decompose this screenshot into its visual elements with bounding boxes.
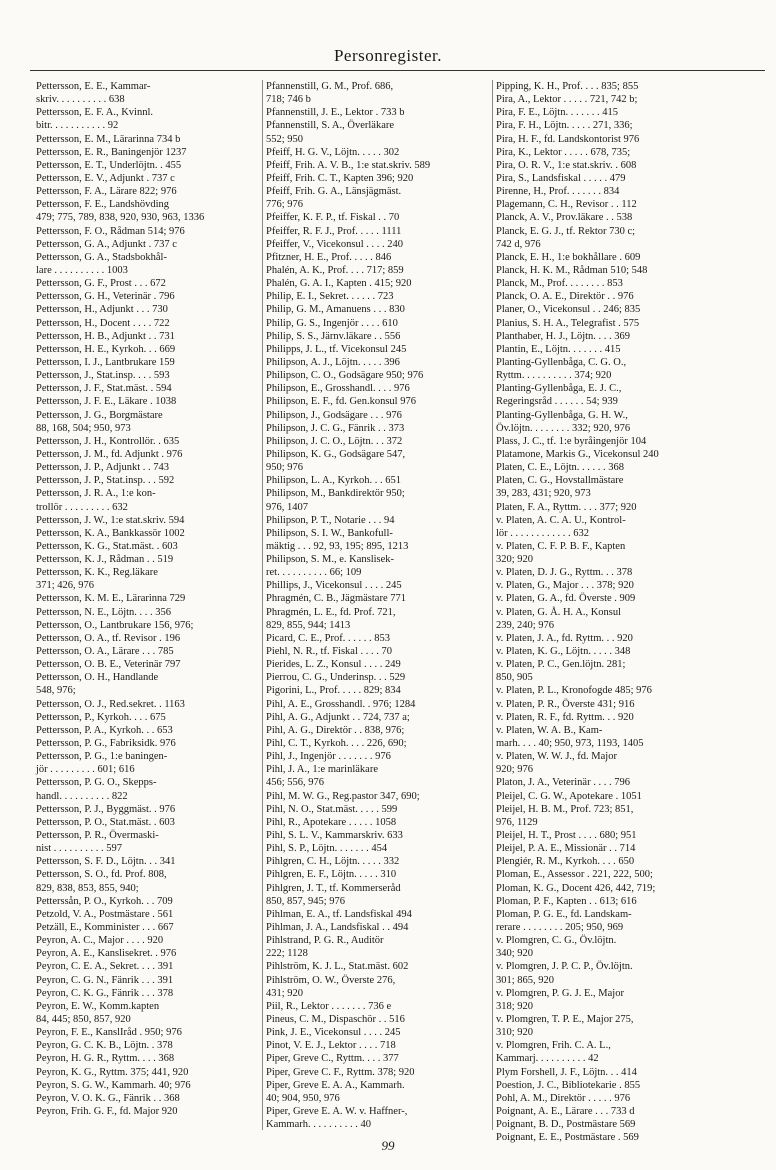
register-entry-line: Pettersson, P. G. O., Skepps- [36,777,157,789]
register-column-3 [492,80,742,1144]
register-entry-line: v. Plomgren, Frih. C. A. L., [496,1040,611,1052]
register-entry-line: 40; 904, 950, 976 [266,1092,340,1104]
register-entry-line: ret. . . . . . . . . . 66; 109 [266,567,362,579]
register-entry-line: Pettersson, O. A., Lärare . . . 785 [36,646,174,658]
register-entry-line: Pettersson, H. E., Kyrkoh. . . 669 [36,343,176,355]
register-entry-line: Philipson, J., Godsägare . . . 976 [266,409,402,421]
register-entry-line: 340; 920 [496,948,534,960]
register-entry-line: Platen, F. A., Ryttm. . . . 377; 920 [496,501,637,513]
register-entry-line: Pettersson, J. F. E., Läkare . 1038 [36,396,177,408]
register-entry-line: Philip, S. S., Järnv.läkare . . 556 [266,330,401,342]
register-entry-line: Pira, S., Landsfiskal . . . . . 479 [496,172,626,184]
register-entry-line: Pettersson, K. K., Reg.läkare [36,567,158,579]
register-entry-line: v. Platen, G., Major . . . 378; 920 [496,580,634,592]
register-entry-line: Piehl, N. R., tf. Fiskal . . . . 70 [266,646,393,658]
register-entry-line: Pettersson, J. G., Borgmästare [36,409,163,421]
header-rule [30,70,765,71]
register-entry-line: Planting-Gyllenbåga, G. H. W., [496,409,628,421]
register-entry-line: Pettersson, G. F., Prost . . . 672 [36,278,166,290]
register-entry-line: Platon, J. A., Veterinär . . . . 796 [496,777,630,789]
register-entry-line: Pira, F. E., Löjtn. . . . . . . 415 [496,107,618,119]
register-entry-line: Pettersson, H., Docent . . . . 722 [36,317,170,329]
register-entry-line: Pihl, S. P., Löjtn. . . . . . . 454 [266,843,388,855]
register-entry-line: Pettersson, F. E., Landshövding [36,199,170,211]
register-entry-line: Pettersson, O. J., Red.sekret. . 1163 [36,698,185,710]
register-entry-line: 950; 976 [266,462,304,474]
register-entry-line: Planck, O. A. E., Direktör . . 976 [496,291,634,303]
register-entry-line: 310; 920 [496,1027,534,1039]
register-entry-line: 371; 426, 976 [36,580,95,592]
register-entry-line: Pettersson, F. O., Rådman 514; 976 [36,225,185,237]
register-entry-line: 829, 855, 944; 1413 [266,619,351,631]
register-entry-line: Philipson, E., Grosshandl. . . . 976 [266,383,410,395]
register-entry-line: rerare . . . . . . . . 205; 950, 969 [496,922,624,933]
register-entry-line: Pipping, K. H., Prof. . . . 835; 855 [496,81,639,92]
register-entry-line: Pettersson, J. M., fd. Adjunkt . 976 [36,448,183,460]
register-entry-line: Pihlgren, C. H., Löjtn. . . . . 332 [266,856,400,868]
register-entry-line: Peyron, C. E. A., Sekret. . . . 391 [36,961,174,973]
register-entry-line: Pira, K., Lektor . . . . . 678, 735; [496,146,631,158]
register-entry-line: 976, 1407 [266,501,308,513]
register-entry-line: handl. . . . . . . . . . 822 [36,790,128,802]
register-entry-line: 718; 746 b [266,94,311,106]
register-entry-line: Pierides, L. Z., Konsul . . . . 249 [266,659,401,671]
register-entry-line: Philipps, J. L., tf. Vicekonsul 245 [266,343,407,355]
register-entry-line: Peyron, H. G. R., Ryttm. . . . 368 [36,1053,175,1065]
register-entry-line: 431; 920 [266,987,304,999]
register-entry-line: mäktig . . . 92, 93, 195; 895, 1213 [266,540,409,552]
register-entry-line: Pihl, A. G., Direktör . . 838, 976; [266,724,405,736]
register-entry-line: Pettersson, I. J., Lantbrukare 159 [36,356,175,368]
register-entry-line: Pettersson, K. M. E., Lärarinna 729 [36,593,186,605]
register-entry-line: Pihlman, J. A., Landsfiskal . . 494 [266,922,409,933]
register-entry-line: v. Platen, P. C., Gen.löjtn. 281; [496,659,626,671]
register-entry-line: Pettersson, O. A., tf. Revisor . 196 [36,632,181,644]
register-entry-line: Philipson, A. J., Löjtn. . . . . 396 [266,356,400,368]
register-entry-line: 776; 976 [266,199,304,211]
register-entry-line: v. Plomgren, T. P. E., Major 275, [496,1013,634,1025]
register-entry-line: Plengiér, R. M., Kyrkoh. . . . 650 [496,856,635,868]
register-entry-line: Peyron, Frih. G. F., fd. Major 920 [36,1105,178,1117]
register-entry-line: jör . . . . . . . . . 601; 616 [36,764,135,776]
register-entry-line: Planting-Gyllenbåga, C. G. O., [496,356,627,368]
register-entry-line: v. Platen, P. L., Kronofogde 485; 976 [496,685,652,697]
register-entry-line: Pettersson, J. W., 1:e stat.skriv. 594 [36,514,185,526]
register-entry-line: Phragmén, C. B., Jägmästare 771 [266,593,406,605]
register-entry-line: Petterssån, P. O., Kyrkoh. . . 709 [36,895,173,907]
register-entry-line: Piil, R., Lektor . . . . . . . 736 e [266,1000,392,1012]
register-entry-line: Piper, Greve C., Ryttm. . . . 377 [266,1053,399,1065]
register-entry-line: Peyron, K. G., Ryttm. 375; 441, 920 [36,1066,189,1078]
register-entry-line: Platen, C. G., Hovstallmästare [496,475,624,487]
register-entry-line: Pettersson, P. R., Övermaski- [36,830,159,842]
register-entry-line: Platamone, Markis G., Vicekonsul 240 [496,448,659,460]
register-entry-line: Planius, S. H. A., Telegrafist . 575 [496,317,640,329]
register-entry-line: Peyron, S. G. W., Kammarh. 40; 976 [36,1079,191,1091]
register-entry-line: Pira, F. H., Löjtn. . . . . 271, 336; [496,120,633,132]
register-entry-line: Peyron, C. G. N., Fänrik . . . 391 [36,974,174,986]
register-entry-line: Phalén, G. A. I., Kapten . 415; 920 [266,278,412,290]
register-entry-line: Pettersson, J. P., Stat.insp. . . 592 [36,475,175,487]
register-entry-line: Pettersson, P. A., Kyrkoh. . . 653 [36,724,173,736]
register-entry-line: Pihl, A. G., Adjunkt . . 724, 737 a; [266,711,410,723]
register-entry-line: Philipson, S. M., e. Kanslisek- [266,554,395,566]
register-entry-line: 548, 976; [36,685,76,697]
register-entry-line: Phillips, J., Vicekonsul . . . . 245 [266,580,402,592]
register-entry-line: Pettersson, E. F. A., Kvinnl. [36,107,153,119]
register-entry-line: Planck, H. K. M., Rådman 510; 548 [496,264,648,276]
register-entry-line: Pettersson, E. R., Baningenjör 1237 [36,146,187,158]
register-entry-line: Planck, E. H., 1:e bokhållare . 609 [496,251,641,263]
register-entry-line: Peyron, V. O. K. G., Fänrik . . 368 [36,1092,180,1104]
register-entry-line: Pettersson, J. H., Kontrollör. . 635 [36,435,180,447]
register-entry-line: Poestion, J. C., Bibliotekarie . 855 [496,1079,641,1091]
page-number: 99 [381,1138,395,1153]
register-entry-line: v. Platen, P. R., Överste 431; 916 [496,698,635,710]
register-entry-line: Pira, O. R. V., 1:e stat.skriv. . 608 [496,159,637,171]
register-entry-line: Picard, C. E., Prof. . . . . . 853 [266,632,390,644]
register-entry-line: Petzold, V. A., Postmästare . 561 [36,908,174,920]
register-entry-line: Pettersson, F. A., Lärare 822; 976 [36,186,177,198]
register-entry-line: Plym Forshell, J. F., Löjtn. . . 414 [496,1066,637,1078]
register-entry-line: Pettersson, G. H., Veterinär . 796 [36,291,175,303]
register-entry-line: Pettersson, J. F., Stat.mäst. . 594 [36,383,172,395]
register-entry-line: v. Platen, C. F. P. B. F., Kapten [496,540,626,552]
register-entry-line: Pfitzner, H. E., Prof. . . . . 846 [266,251,392,263]
register-entry-line: Öv.löjtn. . . . . . . . 332; 920, 976 [496,422,631,434]
register-entry-line: Pihlström, O. W., Överste 276, [266,974,396,986]
register-entry-line: Pfannenstill, G. M., Prof. 686, [266,81,394,92]
register-entry-line: Pfeiffer, R. F. J., Prof. . . . . 1111 [266,225,402,237]
register-entry-line: Peyron, F. E., KanslIråd . 950; 976 [36,1027,182,1039]
register-entry-line: Pihl, C. T., Kyrkoh. . . . 226, 690; [266,738,407,750]
register-entry-line: v. Platen, G. Å. H. A., Konsul [496,606,622,618]
register-entry-line: lör . . . . . . . . . . . . 632 [496,527,590,539]
register-entry-line: Planer, O., Vicekonsul . . 246; 835 [496,304,641,316]
register-entry-line: Philipson, J. C. G., Fänrik . . 373 [266,422,405,434]
register-entry-line: Philipson, J. C. O., Löjtn. . . 372 [266,435,403,447]
register-entry-line: Pihl, A. E., Grosshandl. . 976; 1284 [266,698,416,710]
register-entry-line: 39, 283, 431; 920, 973 [496,488,591,500]
register-entry-line: 88, 168, 504; 950, 973 [36,422,131,434]
register-entry-line: v. Plomgren, C. G., Öv.löjtn. [496,935,617,947]
register-entry-line: Pettersson, O. H., Handlande [36,672,159,684]
register-entry-line: Pirenne, H., Prof. . . . . . . 834 [496,186,620,198]
register-entry-line: Planck, M., Prof. . . . . . . . 853 [496,278,623,290]
register-entry-line: v. Platen, G. A., fd. Överste . 909 [496,593,636,605]
register-entry-line: Pihl, J., Ingenjör . . . . . . . 976 [266,751,391,763]
register-entry-line: bitr. . . . . . . . . . . 92 [36,120,119,132]
register-entry-line: Pettersson, K. J., Rådman . . 519 [36,554,174,566]
register-entry-line: Pettersson, P. G., 1:e baningen- [36,751,168,763]
register-entry-line: Pettersson, K. A., Bankkassör 1002 [36,527,185,539]
register-entry-line: 920; 976 [496,764,534,776]
register-entry-line: Peyron, A. C., Major . . . . 920 [36,935,164,947]
register-entry-line: Pihlstrand, P. G. R., Auditör [266,935,384,947]
register-entry-line: v. Platen, A. C. A. U., Kontrol- [496,514,626,526]
register-entry-line: Pettersson, H., Adjunkt . . . 730 [36,304,168,316]
register-entry-line: Pihl, S. L. V., Kammarskriv. 633 [266,830,403,842]
register-entry-line: Piper, Greve E. A. A., Kammarh. [266,1079,405,1091]
register-entry-line: Ploman, E., Assessor . 221, 222, 500; [496,869,653,881]
register-entry-line: Pihl, J. A., 1:e marinläkare [266,764,378,776]
register-entry-line: Pettersson, O., Lantbrukare 156, 976; [36,619,194,631]
register-entry-line: Peyron, G. C. K. B., Löjtn. . 378 [36,1040,173,1052]
register-entry-line: v. Platen, R. F., fd. Ryttm. . . 920 [496,711,634,723]
register-entry-line: Pleijel, C. G. W., Apotekare . 1051 [496,790,642,802]
register-entry-line: Ploman, P. G. E., fd. Landskam- [496,908,632,920]
register-entry-line: Philipson, S. I. W., Bankofull- [266,527,393,539]
register-entry-line: 829, 838, 853, 855, 940; [36,882,139,894]
register-entry-line: Pfeiffer, K. F. P., tf. Fiskal . . 70 [266,212,400,224]
register-entry-line: Peyron, A. E., Kanslisekret. . 976 [36,948,177,960]
register-entry-line: marh. . . . 40; 950, 973, 1193, 1405 [496,738,644,750]
register-entry-line: Pfannenstill, S. A., Överläkare [266,120,395,132]
register-entry-line: Pettersson, E. E., Kammar- [36,81,151,92]
register-entry-line: Regeringsråd . . . . . . 54; 939 [496,396,618,408]
register-entry-line: 850, 857, 945; 976 [266,895,346,907]
register-entry-line: Philipson, K. G., Godsägare 547, [266,448,406,460]
register-entry-line: Philip, E. I., Sekret. . . . . . 723 [266,291,394,303]
register-entry-line: trollör . . . . . . . . . 632 [36,501,128,513]
register-entry-line: Platen, C. E., Löjtn. . . . . . 368 [496,462,625,474]
register-entry-line: Pettersson, H. B., Adjunkt . . 731 [36,330,175,342]
register-entry-line: Ryttm. . . . . . . . . . 374; 920 [496,370,612,382]
register-entry-line: Pettersson, E. M., Lärarinna 734 b [36,133,181,145]
register-entry-line: Philipson, L. A., Kyrkoh. . . 651 [266,475,402,487]
register-entry-line: Pineus, C. M., Dispaschör . . 516 [266,1013,405,1025]
register-entry-line: Pihl, M. W. G., Reg.pastor 347, 690; [266,790,420,802]
register-column-1 [36,80,254,1130]
register-entry-line: 318; 920 [496,1000,534,1012]
register-entry-line: Pinot, V. E. J., Lektor . . . . 718 [266,1040,396,1052]
register-entry-line: Poignant, B. D., Postmästare 569 [496,1119,636,1131]
register-entry-line: lare . . . . . . . . . . 1003 [36,264,128,276]
register-entry-line: 84, 445; 850, 857, 920 [36,1013,131,1025]
register-entry-line: Plantin, E., Löjtn. . . . . . . 415 [496,343,621,355]
register-entry-line: Planting-Gyllenbåga, E. J. C., [496,383,622,395]
register-entry-line: Pihlgren, E. F., Löjtn. . . . . 310 [266,869,397,881]
register-entry-line: Pettersson, J. P., Adjunkt . . 743 [36,462,170,474]
register-entry-line: Philipson, P. T., Notarie . . . 94 [266,514,395,526]
register-entry-line: 976, 1129 [496,816,538,828]
register-entry-line: Pettersson, S. F. D., Löjtn. . . 341 [36,856,176,868]
register-entry-line: Pihl, N. O., Stat.mäst. . . . . 599 [266,803,398,815]
register-entry-line: Pfeiff, Frih. G. A., Länsjägmäst. [266,186,402,198]
register-column-2 [262,80,486,1130]
register-entry-line: Pfannenstill, J. E., Lektor . 733 b [266,107,405,119]
register-entry-line: Pira, A., Lektor . . . . . 721, 742 b; [496,94,638,106]
register-entry-line: v. Plomgren, P. G. J. E., Major [496,987,624,999]
register-entry-line: v. Plomgren, J. P. C. P., Öv.löjtn. [496,961,633,973]
register-entry-line: v. Platen, W. W. J., fd. Major [496,751,617,763]
register-entry-line: nist . . . . . . . . . . 597 [36,843,123,855]
register-entry-line: 456; 556, 976 [266,777,325,789]
register-entry-line: Pettersson, P. G., Fabriksidk. 976 [36,738,176,750]
register-entry-line: Pigorini, L., Prof. . . . . 829; 834 [266,685,401,697]
register-entry-line: Poignant, E. E., Postmästare . 569 [496,1132,639,1144]
register-entry-line: 742 d, 976 [496,238,541,250]
register-entry-line: Pettersson, J. R. A., 1:e kon- [36,488,156,500]
register-entry-line: Pleijel, P. A. E., Missionär . . 714 [496,843,636,855]
register-entry-line: Peyron, E. W., Komm.kapten [36,1000,160,1012]
register-entry-line: Pink, J. E., Vicekonsul . . . . 245 [266,1027,401,1039]
register-entry-line: Pettersson, E. T., Underlöjtn. . 455 [36,159,182,171]
register-entry-line: skriv. . . . . . . . . . 638 [36,94,125,106]
register-entry-line: Pfeiff, Frih. A. V. B., 1:e stat.skriv. 589 [266,159,431,171]
register-entry-line: 320; 920 [496,554,534,566]
register-entry-line: Pettersson, K. G., Stat.mäst. . 603 [36,540,178,552]
register-entry-line: Pettersson, O. B. E., Veterinär 797 [36,659,181,671]
register-entry-line: Pohl, A. M., Direktör . . . . . 976 [496,1092,631,1104]
register-entry-line: Pihl, R., Apotekare . . . . . 1058 [266,816,397,828]
register-entry-line: Pettersson, P. J., Byggmäst. . 976 [36,803,176,815]
register-entry-line: Philip, G. S., Ingenjör . . . . 610 [266,317,398,329]
register-entry-line: Pettersson, G. A., Adjunkt . 737 c [36,238,177,250]
register-entry-line: Pira, H. F., fd. Landskontorist 976 [496,133,640,145]
register-entry-line: Pihlman, E. A., tf. Landsfiskal 494 [266,908,412,920]
register-entry-line: Ploman, K. G., Docent 426, 442, 719; [496,882,656,894]
register-entry-line: 222; 1128 [266,948,308,960]
register-entry-line: 479; 775, 789, 838, 920, 930, 963, 1336 [36,212,205,224]
register-entry-line: Pettersson, S. O., fd. Prof. 808, [36,869,167,881]
register-entry-line: Petzäll, E., Komminister . . . 667 [36,922,174,933]
register-entry-line: Poignant, A. E., Lärare . . . 733 d [496,1105,635,1117]
page-title: Personregister. [333,46,443,65]
register-entry-line: v. Platen, J. A., fd. Ryttm. . . 920 [496,632,633,644]
register-entry-line: Pfeiff, H. G. V., Löjtn. . . . . 302 [266,146,400,158]
register-entry-line: 850, 905 [496,672,533,684]
register-entry-line: Piper, Greve C. F., Ryttm. 378; 920 [266,1066,415,1078]
register-entry-line: Pettersson, G. A., Stadsbokhål- [36,251,167,263]
register-entry-line: Pettersson, N. E., Löjtn. . . . 356 [36,606,172,618]
register-entry-line: Pihlgren, J. T., tf. Kommerseråd [266,882,401,894]
register-entry-line: Ploman, P. F., Kapten . . 613; 616 [496,895,637,907]
register-entry-line: Pettersson, E. V., Adjunkt . 737 c [36,172,175,184]
register-entry-line: Philipson, M., Bankdirektör 950; [266,488,405,500]
register-entry-line: Philipson, E. F., fd. Gen.konsul 976 [266,396,416,408]
register-entry-line: Phragmén, L. E., fd. Prof. 721, [266,606,396,618]
register-entry-line: Kammarj. . . . . . . . . . 42 [496,1053,599,1065]
register-entry-line: Piper, Greve E. A. W. v. Haffner-, [266,1105,408,1117]
register-entry-line: v. Platen, W. A. B., Kam- [496,724,603,736]
register-entry-line: Plass, J. C., tf. 1:e byråingenjör 104 [496,435,647,447]
register-entry-line: Pfeiff, Frih. C. T., Kapten 396; 920 [266,172,414,184]
register-entry-line: Pettersson, J., Stat.insp. . . . 593 [36,370,170,382]
register-entry-line: v. Platen, K. G., Löjtn. . . . . 348 [496,646,631,658]
register-entry-line: Pfeiffer, V., Vicekonsul . . . . 240 [266,238,403,250]
register-entry-line: v. Platen, D. J. G., Ryttm. . . 378 [496,567,633,579]
register-entry-line: Planck, A. V., Prov.läkare . . 538 [496,212,633,224]
register-entry-line: Plagemann, C. H., Revisor . . 112 [496,199,637,211]
register-entry-line: Pierrou, C. G., Underinsp. . . 529 [266,672,406,684]
register-entry-line: 301; 865, 920 [496,974,555,986]
register-entry-line: 552; 950 [266,133,304,145]
register-entry-line: Pleijel, H. T., Prost . . . . 680; 951 [496,830,637,842]
register-entry-line: Peyron, C. K. G., Fänrik . . . 378 [36,987,174,999]
register-entry-line: Planthaber, H. J., Löjtn. . . . 369 [496,330,631,342]
register-entry-line: Pettersson, P. O., Stat.mäst. . 603 [36,816,175,828]
register-entry-line: 239, 240; 976 [496,619,555,631]
register-entry-line: Phalén, A. K., Prof. . . . 717; 859 [266,264,404,276]
register-entry-line: Pihlström, K. J. L., Stat.mäst. 602 [266,961,409,973]
register-entry-line: Philip, G. M., Amanuens . . . 830 [266,304,405,316]
register-entry-line: Pleijel, H. B. M., Prof. 723; 851, [496,803,634,815]
register-entry-line: Philipson, C. O., Godsägare 950; 976 [266,370,424,382]
register-entry-line: Pettersson, P., Kyrkoh. . . . 675 [36,711,166,723]
register-entry-line: Planck, E. G. J., tf. Rektor 730 c; [496,225,636,237]
register-entry-line: Kammarh. . . . . . . . . . 40 [266,1119,371,1131]
